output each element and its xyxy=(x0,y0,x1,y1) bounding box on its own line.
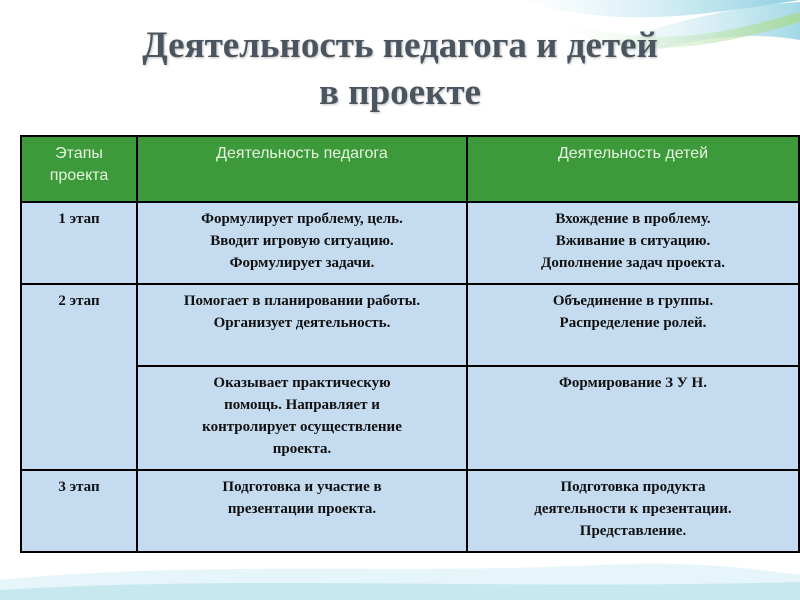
text-line: Объединение в группы. xyxy=(552,293,714,309)
table-row-stage-1 xyxy=(21,202,799,284)
teacher-activity-cell xyxy=(137,470,467,552)
slide-title xyxy=(0,22,800,116)
text-line: Представление. xyxy=(579,523,687,539)
text-line: Организует деятельность. xyxy=(213,315,391,331)
text-line: презентации проекта. xyxy=(227,501,377,517)
text-line: Формулирует задачи. xyxy=(229,255,375,271)
header-stages-line-1: Этапы xyxy=(55,145,103,162)
title-line-2: в проекте xyxy=(319,72,481,113)
header-stages-line-2: проекта xyxy=(49,167,109,184)
table-row-stage-2a xyxy=(21,284,799,366)
teacher-activity-cell xyxy=(137,202,467,284)
title-line-1: Деятельность педагога и детей xyxy=(142,25,658,66)
table-row-stage-2b xyxy=(21,366,799,470)
stage-cell: 3 этап xyxy=(21,470,137,552)
header-teacher-activity: Деятельность педагога xyxy=(137,136,467,202)
text-line: Формулирует проблему, цель. xyxy=(201,211,403,227)
text-line: Подготовка продукта xyxy=(560,479,706,495)
text-line: Оказывает практическую xyxy=(213,375,391,391)
teacher-activity-cell xyxy=(137,284,467,366)
text-line: Дополнение задач проекта. xyxy=(541,255,725,271)
text-line: проекта. xyxy=(272,441,332,457)
table-row-stage-3 xyxy=(21,470,799,552)
children-activity-cell xyxy=(467,366,799,470)
text-line: деятельности к презентации. xyxy=(534,501,732,517)
text-line: Помогает в планировании работы. xyxy=(183,293,421,309)
text-line: контролирует осуществление xyxy=(202,419,402,435)
stage-cell: 1 этап xyxy=(21,202,137,284)
text-line: Вводит игровую ситуацию. xyxy=(210,233,394,249)
project-activity-table xyxy=(20,135,800,553)
children-activity-cell xyxy=(467,202,799,284)
text-line: Распределение ролей. xyxy=(559,315,707,331)
text-line: Вхождение в проблему. xyxy=(555,211,711,227)
text-line: Подготовка и участие в xyxy=(222,479,382,495)
text-line: помощь. Направляет и xyxy=(224,397,380,413)
header-children-activity: Деятельность детей xyxy=(467,136,799,202)
stage-cell: 2 этап xyxy=(21,284,137,470)
teacher-activity-cell xyxy=(137,366,467,470)
children-activity-cell xyxy=(467,284,799,366)
text-line: Вживание в ситуацию. xyxy=(555,233,711,249)
text-line: Формирование З У Н. xyxy=(559,375,707,391)
children-activity-cell xyxy=(467,470,799,552)
header-stages xyxy=(21,136,137,202)
table-header-row xyxy=(21,136,799,202)
